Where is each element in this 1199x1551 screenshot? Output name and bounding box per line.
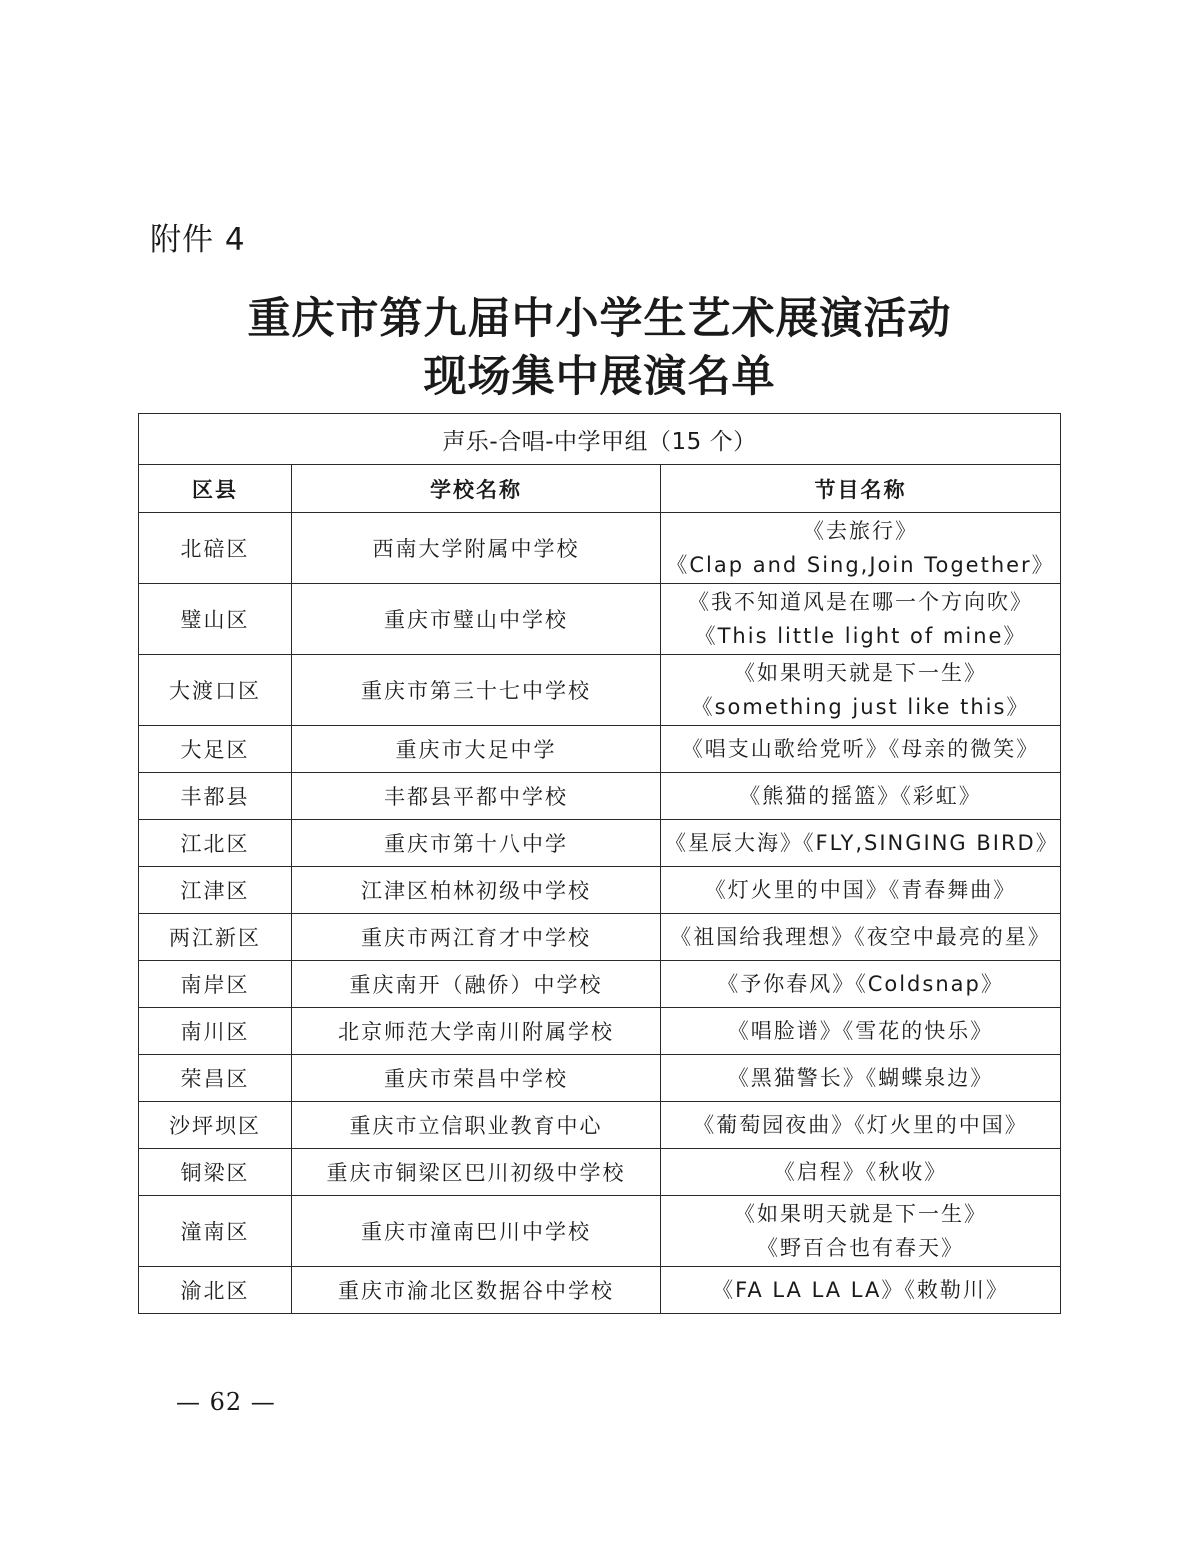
program-title: 《星辰大海》《FLY,SINGING BIRD》 (665, 831, 1059, 855)
table-body (139, 513, 1061, 1314)
column-header-program: 节目名称 (661, 465, 1061, 513)
program-cell (661, 914, 1061, 961)
district-cell: 大足区 (139, 726, 292, 773)
program-title: 《野百合也有春天》 (757, 1236, 965, 1260)
school-cell: 重庆市渝北区数据谷中学校 (292, 1267, 661, 1314)
program-title: 《黑猫警长》《蝴蝶泉边》 (727, 1066, 994, 1090)
table-row (139, 513, 1061, 584)
program-cell (661, 655, 1061, 726)
district-cell: 南岸区 (139, 961, 292, 1008)
program-title: 《启程》《秋收》 (773, 1160, 948, 1184)
school-cell: 重庆市第十八中学 (292, 820, 661, 867)
page-number: — 62 — (176, 1388, 276, 1416)
school-cell: 西南大学附属中学校 (292, 513, 661, 584)
district-cell: 沙坪坝区 (139, 1102, 292, 1149)
school-cell: 江津区柏林初级中学校 (292, 867, 661, 914)
program-title: 《祖国给我理想》《夜空中最亮的星》 (670, 925, 1051, 949)
school-cell: 重庆市立信职业教育中心 (292, 1102, 661, 1149)
program-title: 《予你春风》《Coldsnap》 (717, 972, 1004, 996)
column-header-district: 区县 (139, 465, 292, 513)
district-cell: 大渡口区 (139, 655, 292, 726)
district-cell: 两江新区 (139, 914, 292, 961)
program-cell (661, 1008, 1061, 1055)
table-row (139, 1055, 1061, 1102)
table-row (139, 867, 1061, 914)
table-row (139, 773, 1061, 820)
district-cell: 璧山区 (139, 584, 292, 655)
school-cell: 重庆市第三十七中学校 (292, 655, 661, 726)
program-cell (661, 584, 1061, 655)
district-cell: 丰都县 (139, 773, 292, 820)
performance-roster-table (138, 413, 1061, 1314)
document-title-line-1: 重庆市第九届中小学生艺术展演活动 (247, 294, 952, 344)
program-cell (661, 961, 1061, 1008)
program-title: 《唱脸谱》《雪花的快乐》 (727, 1019, 994, 1043)
program-cell (661, 1267, 1061, 1314)
district-cell: 北碚区 (139, 513, 292, 584)
program-cell (661, 1055, 1061, 1102)
program-cell (661, 1102, 1061, 1149)
program-title: 《This little light of mine》 (694, 624, 1027, 648)
attachment-label: 附件 4 (150, 222, 246, 258)
program-title: 《灯火里的中国》《青春舞曲》 (704, 878, 1017, 902)
district-cell: 荣昌区 (139, 1055, 292, 1102)
school-cell: 重庆南开（融侨）中学校 (292, 961, 661, 1008)
program-cell (661, 1149, 1061, 1196)
program-title: 《我不知道风是在哪一个方向吹》 (688, 590, 1034, 614)
program-cell (661, 1196, 1061, 1267)
program-cell (661, 726, 1061, 773)
table-caption: 声乐-合唱-中学甲组（15 个） (139, 414, 1061, 465)
school-cell: 重庆市荣昌中学校 (292, 1055, 661, 1102)
program-title: 《FA LA LA LA》《敕勒川》 (712, 1278, 1009, 1302)
program-title: 《去旅行》 (803, 519, 919, 543)
table-row (139, 961, 1061, 1008)
program-title: 《something just like this》 (691, 695, 1030, 719)
school-cell: 重庆市铜梁区巴川初级中学校 (292, 1149, 661, 1196)
program-title: 《唱支山歌给党听》《母亲的微笑》 (681, 737, 1040, 761)
school-cell: 重庆市大足中学 (292, 726, 661, 773)
program-title: 《Clap and Sing,Join Together》 (666, 553, 1055, 577)
column-header-school: 学校名称 (292, 465, 661, 513)
program-cell (661, 820, 1061, 867)
program-title: 《熊猫的摇篮》《彩虹》 (739, 784, 982, 808)
program-title: 《葡萄园夜曲》《灯火里的中国》 (693, 1113, 1028, 1137)
document-title-line-2: 现场集中展演名单 (423, 352, 776, 402)
program-cell (661, 867, 1061, 914)
table-row (139, 726, 1061, 773)
table-row (139, 1102, 1061, 1149)
table-row (139, 1196, 1061, 1267)
school-cell: 重庆市潼南巴川中学校 (292, 1196, 661, 1267)
table-caption-row (139, 414, 1061, 465)
table-row (139, 1149, 1061, 1196)
document-title (0, 290, 1199, 406)
school-cell: 重庆市璧山中学校 (292, 584, 661, 655)
school-cell: 北京师范大学南川附属学校 (292, 1008, 661, 1055)
table-header-row (139, 465, 1061, 513)
district-cell: 潼南区 (139, 1196, 292, 1267)
district-cell: 江津区 (139, 867, 292, 914)
district-cell: 南川区 (139, 1008, 292, 1055)
school-cell: 重庆市两江育才中学校 (292, 914, 661, 961)
district-cell: 渝北区 (139, 1267, 292, 1314)
table-row (139, 820, 1061, 867)
program-cell (661, 773, 1061, 820)
table-row (139, 655, 1061, 726)
district-cell: 江北区 (139, 820, 292, 867)
program-title: 《如果明天就是下一生》 (734, 661, 988, 685)
program-title: 《如果明天就是下一生》 (734, 1202, 988, 1226)
program-cell (661, 513, 1061, 584)
table-row (139, 1267, 1061, 1314)
table-row (139, 1008, 1061, 1055)
table-row (139, 914, 1061, 961)
table-row (139, 584, 1061, 655)
district-cell: 铜梁区 (139, 1149, 292, 1196)
school-cell: 丰都县平都中学校 (292, 773, 661, 820)
